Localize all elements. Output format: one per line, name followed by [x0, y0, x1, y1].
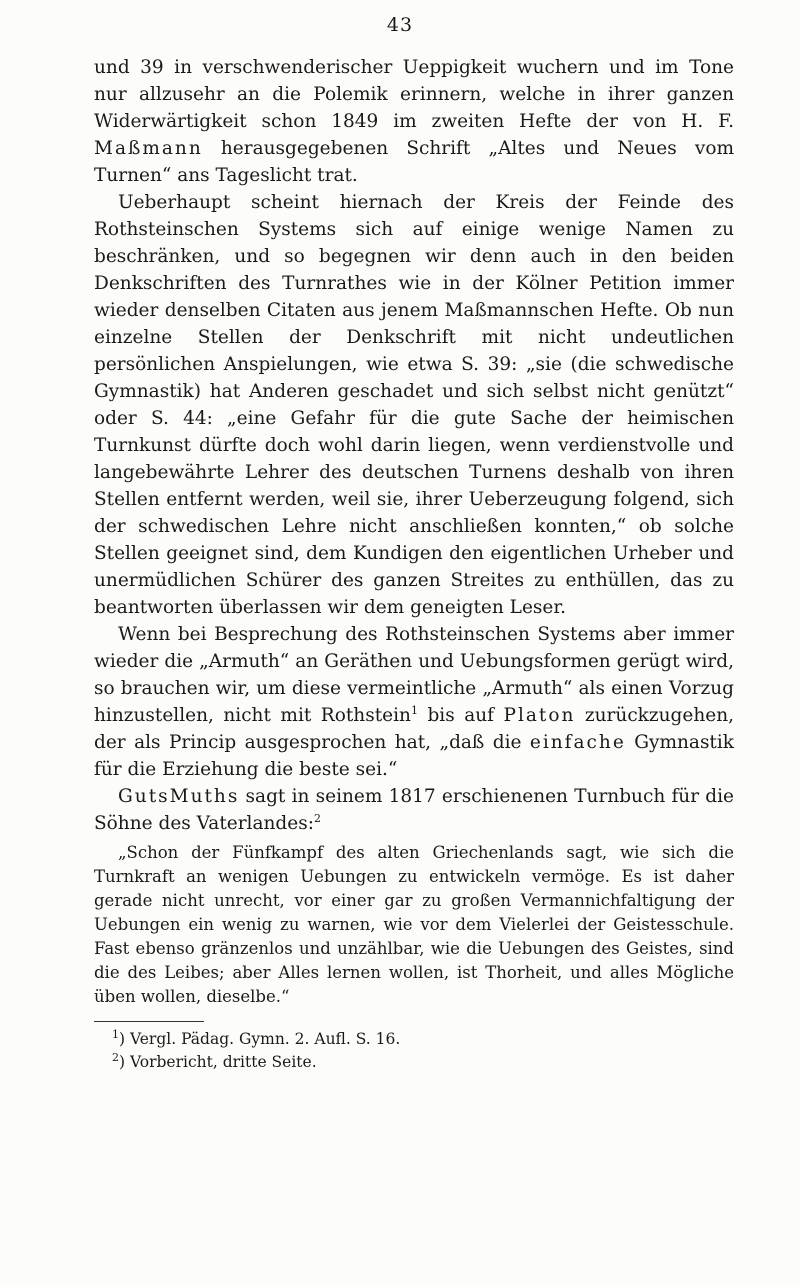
emphasis-einfache: einfache [529, 732, 626, 753]
paragraph-2 [94, 189, 734, 621]
paragraph-3-text-d: Gymnastik für die Erziehung die beste sei.“ [94, 732, 734, 780]
footnote-1: $^1$) Vergl. Pädag. Gymn. 2. Aufl. S. 16. [112, 1027, 401, 1048]
paragraph-4 [94, 783, 734, 837]
footnote-1-text: Vergl. Pädag. Gymn. 2. Aufl. S. 16. [129, 1030, 401, 1048]
paragraph-4-text: sagt in seinem 1817 erschienenen Turnbuch für die Söhne des Vaterlandes: [94, 786, 734, 834]
paragraph-1 [94, 54, 734, 189]
paragraph-3 [94, 621, 734, 783]
footnote-2-mark: 2 [112, 1050, 119, 1064]
paragraph-3-text-b: bis auf [417, 705, 504, 726]
footnote-1-mark: 1 [112, 1027, 119, 1041]
block-quote: „Schon der Fünfkampf des alten Griechenlands sagt, wie sich die Turnkraft an wenigen Uebungen zu entwickeln vermöge. Es ist daher gerade nicht unrecht, vor einer gar zu großen Vermannichfaltigung der Uebungen ein wenig zu warnen, wie vor dem Vielerlei der Geistesschule. Fast ebenso gränzenlos und unzählbar, wie die Uebungen des Geistes, sind die des Leibes; aber Alles lernen wollen, ist Thorheit, und alles Mögliche üben wollen, dieselbe.“ [94, 843, 734, 1006]
author-name-platon: Platon [503, 705, 576, 726]
footnote-ref-1: 1 [410, 703, 418, 717]
footnote-2-text: Vorbericht, dritte Seite. [129, 1053, 317, 1071]
page-number: 43 [386, 14, 414, 36]
paragraph-3-text-c: zurückzugehen, der als Princip ausgesprochen hat, „daß die [94, 705, 734, 753]
paragraph-1-text-b: herausgegebenen Schrift „Altes und Neues vom Turnen“ ans Tageslicht trat. [94, 138, 734, 186]
page-content [94, 54, 734, 1074]
author-name-massmann: Maßmann [94, 138, 203, 159]
footnote-2: $^2$) Vorbericht, dritte Seite. [112, 1050, 317, 1071]
paragraph-2-text: Ueberhaupt scheint hiernach der Kreis der Feinde des Rothsteinschen Systems sich auf einige wenige Namen zu beschränken, und so begegnen wir denn auch in den beiden Denkschriften des Turnrathes wie in der Kölner Petition immer wieder denselben Citaten aus jenem Maßmannschen Hefte. Ob nun einzelne Stellen der Denkschrift mit nicht undeutlichen persönlichen Anspielungen, wie etwa S. 39: „sie (die schwedische Gymnastik) hat Anderen geschadet und sich selbst nicht genützt“ oder S. 44: „eine Gefahr für die gute Sache der heimischen Turnkunst dürfte doch wohl darin liegen, wenn verdienstvolle und langebewährte Lehrer des deutschen Turnens deshalb von ihren Stellen entfernt werden, weil sie, ihrer Ueberzeugung folgend, sich der schwedischen Lehre nicht anschließen konnten,“ ob solche Stellen geeignet sind, dem Kundigen den eigentlichen Urheber und unermüdlichen Schürer des ganzen Streites zu enthüllen, das zu beantworten überlassen wir dem geneigten Leser. [94, 192, 734, 618]
footnote-rule [94, 1021, 204, 1022]
footnotes [94, 1028, 734, 1074]
footnote-ref-2: 2 [313, 811, 321, 825]
paragraph-3-text-a: Wenn bei Besprechung des Rothsteinschen Systems aber immer wieder die „Armuth“ an Geräthen und Uebungsformen gerügt wird, so brauchen wir, um diese vermeintliche „Armuth“ als einen Vorzug hinzustellen, nicht mit Rothstein [94, 624, 734, 726]
paragraph-1-text-a: und 39 in verschwenderischer Ueppigkeit wuchern und im Tone nur allzusehr an die Polemik erinnern, welche in ihrer ganzen Widerwärtigkeit schon 1849 im zweiten Hefte der von H. F. [94, 57, 734, 132]
author-name-gutsmuths: GutsMuths [118, 786, 240, 807]
